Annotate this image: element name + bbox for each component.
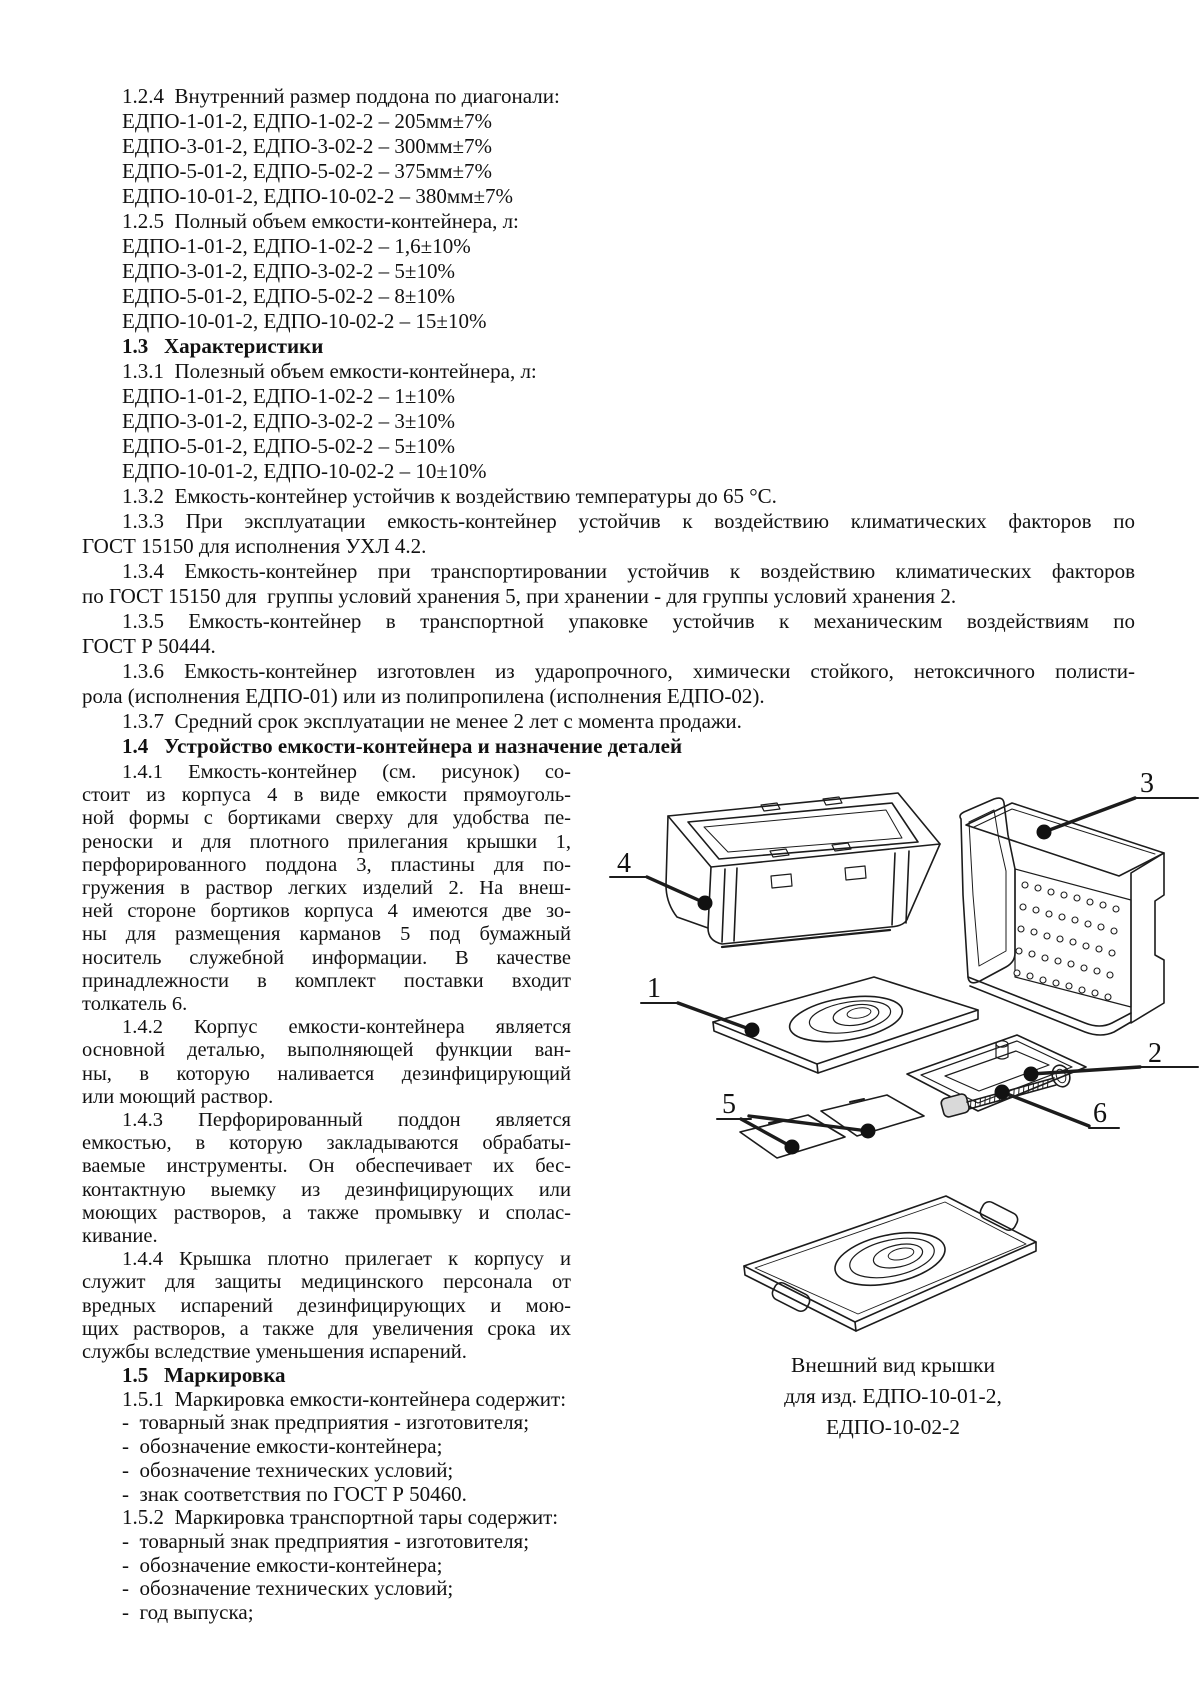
text-line: ЕДПО-10-01-2, ЕДПО-10-02-2 – 15±10% — [122, 309, 487, 333]
text-line: службы вследствие уменьшения испарений. — [82, 1341, 467, 1364]
text-line: 1.5.1 Маркировка емкости-контейнера содержит: — [122, 1386, 567, 1411]
text-line: 1.3.1 Полезный объем емкости-контейнера, л: — [122, 359, 537, 383]
text-line: ЕДПО-5-01-2, ЕДПО-5-02-2 – 8±10% — [122, 284, 455, 308]
text-line: ГОСТ 15150 для исполнения УХЛ 4.2. — [82, 534, 427, 558]
text-line: носитель служебной информации. В качестве — [82, 946, 571, 969]
text-line: ны для размещения карманов 5 под бумажный — [82, 923, 571, 946]
figure-caption-line: для изд. ЕДПО-10-01-2, — [784, 1384, 1002, 1408]
text-line: служит для защиты медицинского персонала от — [82, 1271, 571, 1294]
text-line: - обозначение технических условий; — [122, 1457, 454, 1482]
text-line: контактную выемку из дезинфицирующих или — [82, 1178, 571, 1201]
text-line: кивание. — [82, 1225, 158, 1248]
text-line: рола (исполнения ЕДПО-01) или из полипропилена (исполнения ЕДПО-02). — [82, 684, 765, 708]
text-line: ваемые инструменты. Он обеспечивает их бес- — [82, 1155, 571, 1178]
text-line: ны, в которую наливается дезинфицирующий — [82, 1062, 571, 1085]
part-number-labels — [617, 768, 1162, 1129]
text-line: 1.3.3 При эксплуатации емкость-контейнер устойчив к воздействию климатических факторов по — [122, 509, 1135, 533]
text-line: - год выпуска; — [122, 1600, 254, 1625]
text-line: 1.2.4 Внутренний размер поддона по диагонали: — [122, 84, 560, 108]
text-line: толкатель 6. — [82, 993, 188, 1016]
text-line: 1.3.2 Емкость-контейнер устойчив к воздействию температуры до 65 °С. — [122, 484, 777, 508]
section-dimensions-and-characteristics — [82, 84, 1135, 759]
text-line: ГОСТ Р 50444. — [82, 634, 216, 658]
text-line: емкостью, в которую закладываются обрабаты- — [82, 1132, 571, 1155]
figure-caption — [728, 1350, 1058, 1443]
part-label-4: 4 — [617, 848, 631, 879]
text-line: - товарный знак предприятия - изготовителя; — [122, 1410, 530, 1435]
text-line: моющих растворов, а также промывку и сполас- — [82, 1201, 571, 1224]
figure-caption-line: Внешний вид крышки — [791, 1353, 995, 1377]
text-line: 1.2.5 Полный объем емкости-контейнера, л: — [122, 209, 519, 233]
text-line: 1.3 Характеристики — [122, 334, 324, 358]
text-line: - знак соответствия по ГОСТ Р 50460. — [122, 1481, 467, 1506]
part-label-2: 2 — [1148, 1038, 1162, 1069]
text-line: 1.3.6 Емкость-контейнер изготовлен из ударопрочного, химически стойкого, нетоксичного полисти- — [122, 659, 1135, 683]
part-perforated-tray — [960, 798, 1164, 1035]
text-line: перфорированного поддона 3, пластины для по- — [82, 853, 571, 876]
part-container-body — [666, 793, 940, 947]
text-line: 1.3.7 Средний срок эксплуатации не менее 2 лет с момента продажи. — [122, 709, 742, 733]
text-line: 1.4.1 Емкость-контейнер (см. рисунок) со- — [122, 761, 571, 783]
text-line: ЕДПО-5-01-2, ЕДПО-5-02-2 – 5±10% — [122, 434, 455, 458]
text-line: ЕДПО-1-01-2, ЕДПО-1-02-2 – 1±10% — [122, 384, 455, 408]
text-line: 1.3.5 Емкость-контейнер в транспортной упаковке устойчив к механическим воздействиям по — [122, 609, 1135, 633]
text-line: - обозначение емкости-контейнера; — [122, 1552, 443, 1577]
text-line: 1.4 Устройство емкости-контейнера и назначение деталей — [122, 734, 683, 758]
text-line: ней стороне бортиков корпуса 4 имеются две зо- — [82, 900, 571, 923]
text-line: вредных испарений дезинфицирующих и мою- — [82, 1294, 571, 1317]
text-line: 1.4.3 Перфорированный поддон является — [122, 1109, 571, 1132]
text-line: или моющий раствор. — [82, 1085, 274, 1108]
part-label-3: 3 — [1140, 768, 1154, 799]
figure-caption-line: ЕДПО-10-02-2 — [825, 1415, 961, 1439]
text-line: - товарный знак предприятия - изготовителя; — [122, 1528, 530, 1553]
text-line: принадлежности в комплект поставки входит — [82, 969, 571, 992]
text-line: гружения в раствор легких изделий 2. На внеш- — [82, 877, 571, 900]
part-label-5: 5 — [722, 1089, 736, 1120]
text-line: - обозначение емкости-контейнера; — [122, 1434, 443, 1459]
text-line: ЕДПО-3-01-2, ЕДПО-3-02-2 – 300мм±7% — [122, 134, 493, 158]
tray-perforations — [1014, 882, 1119, 1000]
text-line: ЕДПО-5-01-2, ЕДПО-5-02-2 – 375мм±7% — [122, 159, 493, 183]
text-line: реноски и для плотного прилегания крышки 1, — [82, 830, 571, 853]
lid-external-view — [744, 1196, 1036, 1331]
exploded-view-figure — [565, 745, 1200, 1445]
text-line: ЕДПО-3-01-2, ЕДПО-3-02-2 – 5±10% — [122, 259, 455, 283]
text-line: щих растворов, а также для увеличения срока их — [82, 1317, 571, 1340]
text-line: ЕДПО-1-01-2, ЕДПО-1-02-2 – 205мм±7% — [122, 109, 493, 133]
text-line: ЕДПО-10-01-2, ЕДПО-10-02-2 – 380мм±7% — [122, 184, 514, 208]
part-label-6: 6 — [1093, 1098, 1107, 1129]
text-line: стоит из корпуса 4 в виде емкости прямоуголь- — [82, 784, 571, 807]
text-line: ной формы с бортиками сверху для удобства пе- — [82, 807, 571, 830]
text-line: 1.5.2 Маркировка транспортной тары содержит: — [122, 1505, 559, 1530]
part-label-1: 1 — [647, 973, 661, 1004]
section-device-description — [82, 761, 571, 1364]
text-line: 1.4.2 Корпус емкости-контейнера является — [122, 1016, 571, 1039]
text-line: ЕДПО-1-01-2, ЕДПО-1-02-2 – 1,6±10% — [122, 234, 471, 258]
text-line: основной деталью, выполняющей функции ван- — [82, 1039, 571, 1062]
text-line: 1.5 Маркировка — [122, 1363, 286, 1387]
text-line: по ГОСТ 15150 для группы условий хранения 5, при хранении - для группы условий хранения 2. — [82, 584, 957, 608]
text-line: - обозначение технических условий; — [122, 1576, 454, 1601]
text-line: ЕДПО-3-01-2, ЕДПО-3-02-2 – 3±10% — [122, 409, 455, 433]
text-line: ЕДПО-10-01-2, ЕДПО-10-02-2 – 10±10% — [122, 459, 487, 483]
text-line: 1.4.4 Крышка плотно прилегает к корпусу и — [122, 1248, 571, 1271]
text-line: 1.3.4 Емкость-контейнер при транспортировании устойчив к воздействию климатических факторов — [122, 559, 1135, 583]
